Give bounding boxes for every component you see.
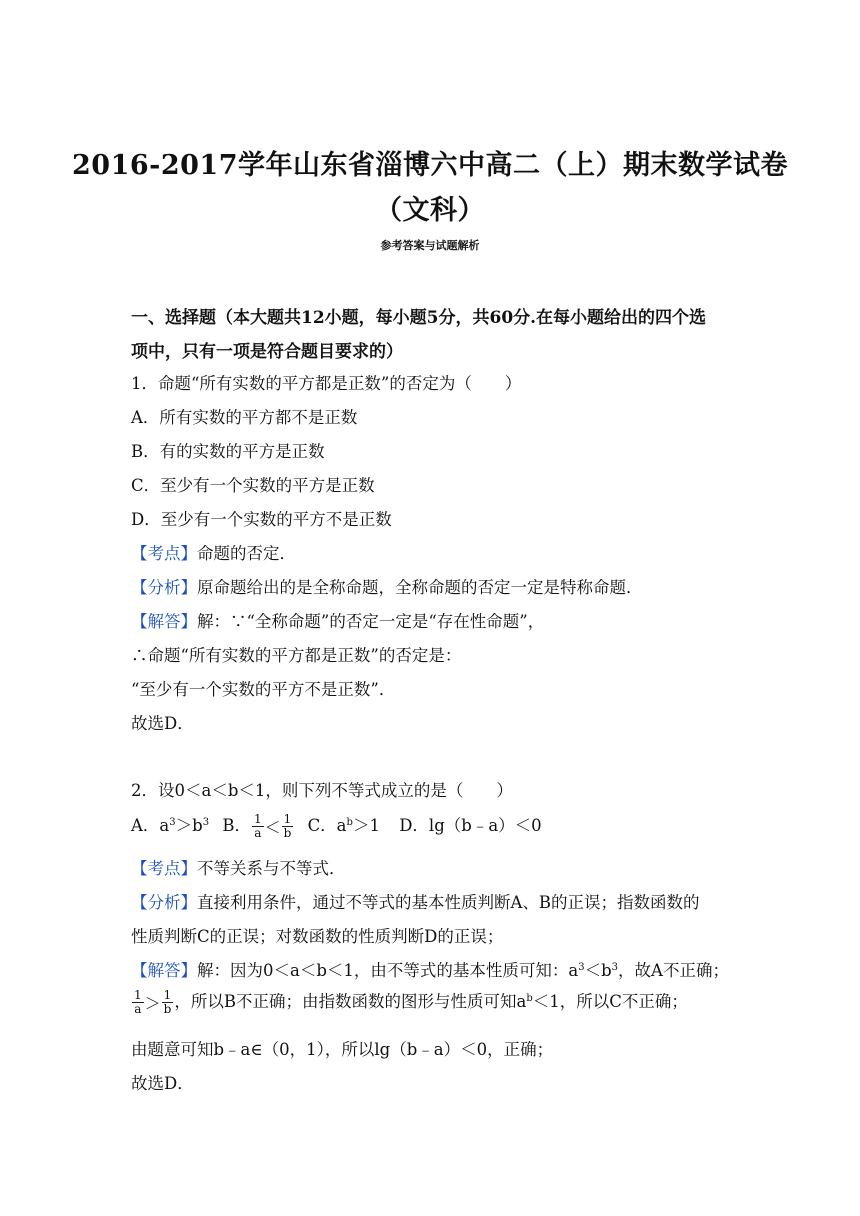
q1-stem: 1．命题“所有实数的平方都是正数”的否定为（ ） (131, 374, 522, 393)
q2-option-b: B． $\frac{1}{a}$ ＜ $\frac{1}{b}$ (222, 812, 292, 840)
q2-answer: 故选D． (131, 1074, 194, 1093)
kaodian-text: 不等关系与不等式． (197, 859, 346, 878)
q1-kaodian (131, 540, 296, 564)
q1-jieda (131, 608, 544, 632)
document-title: 2016-2017学年山东省淄博六中高二（上）期末数学试卷 (72, 150, 788, 181)
q2-fenxi-line2: 性质判断C的正误；对数函数的性质判断D的正误； (131, 927, 504, 946)
fraction-1-over-a: $\frac{1}{a}$ (134, 988, 142, 1016)
fenxi-tag: 【分析】 (131, 578, 197, 597)
kaodian-tag: 【考点】 (131, 859, 197, 878)
q1-option-d: D．至少有一个实数的平方不是正数 (131, 510, 392, 529)
q1-option-b: B．有的实数的平方是正数 (131, 442, 325, 461)
document-subtitle: 参考答案与试题解析 (380, 239, 480, 252)
document-title-subject: （文科） (375, 195, 485, 226)
jieda-text: 解：∵“全称命题”的否定一定是“存在性命题”， (197, 612, 545, 631)
q2-kaodian (131, 855, 346, 879)
q1-jieda-line3: “至少有一个实数的平方不是正数”． (131, 680, 396, 699)
fenxi-text: 直接利用条件，通过不等式的基本性质判断A、B的正误；指数函数的 (197, 893, 700, 912)
kaodian-text: 命题的否定． (197, 544, 296, 563)
q2-jieda-line3: 由题意可知b﹣a∈（0，1），所以lg（b﹣a）＜0，正确； (131, 1040, 554, 1059)
q2-option-d: D．lg（b﹣a）＜0 (399, 816, 542, 835)
fraction-1-over-b: $\frac{1}{b}$ (163, 988, 172, 1016)
q1-jieda-line2: ∴命题“所有实数的平方都是正数”的否定是： (131, 646, 462, 665)
q2-jieda: 【解答】解：因为0＜a＜b＜1，由不等式的基本性质可知：$a^3<b^3$，故A不正确； (131, 961, 729, 980)
q1-option-a: A．所有实数的平方都不是正数 (131, 408, 358, 427)
q1-option-c: C．至少有一个实数的平方是正数 (131, 476, 375, 495)
jieda-tag: 【解答】 (131, 961, 197, 980)
fenxi-text: 原命题给出的是全称命题，全称命题的否定一定是特称命题． (197, 578, 643, 597)
section-heading-cont: 项中，只有一项是符合题目要求的） (131, 342, 403, 362)
fraction-1-over-a: $\frac{1}{a}$ (253, 812, 262, 840)
kaodian-tag: 【考点】 (131, 544, 197, 563)
q1-answer: 故选D． (131, 714, 194, 733)
q1-fenxi (131, 574, 643, 598)
fenxi-tag: 【分析】 (131, 893, 197, 912)
q2-stem: 2．设0＜a＜b＜1，则下列不等式成立的是（ ） (131, 781, 513, 800)
q2-fenxi (131, 889, 700, 913)
q2-jieda-line2: $\frac{1}{a}$ ＞ $\frac{1}{b}$ ，所以B不正确；由指数函数的图形与性质可知$a^b<1$，所以C不正确； (134, 988, 688, 1016)
q2-options (131, 812, 542, 846)
fraction-1-over-b: $\frac{1}{b}$ (283, 812, 292, 840)
q2-option-a: A．$a^3>b^3$ (131, 816, 210, 835)
section-heading: 一、选择题（本大题共12小题，每小题5分，共60分.在每小题给出的四个选 (131, 308, 707, 328)
q2-option-c: C．$a^b>1$ (307, 816, 380, 835)
jieda-tag: 【解答】 (131, 612, 197, 631)
